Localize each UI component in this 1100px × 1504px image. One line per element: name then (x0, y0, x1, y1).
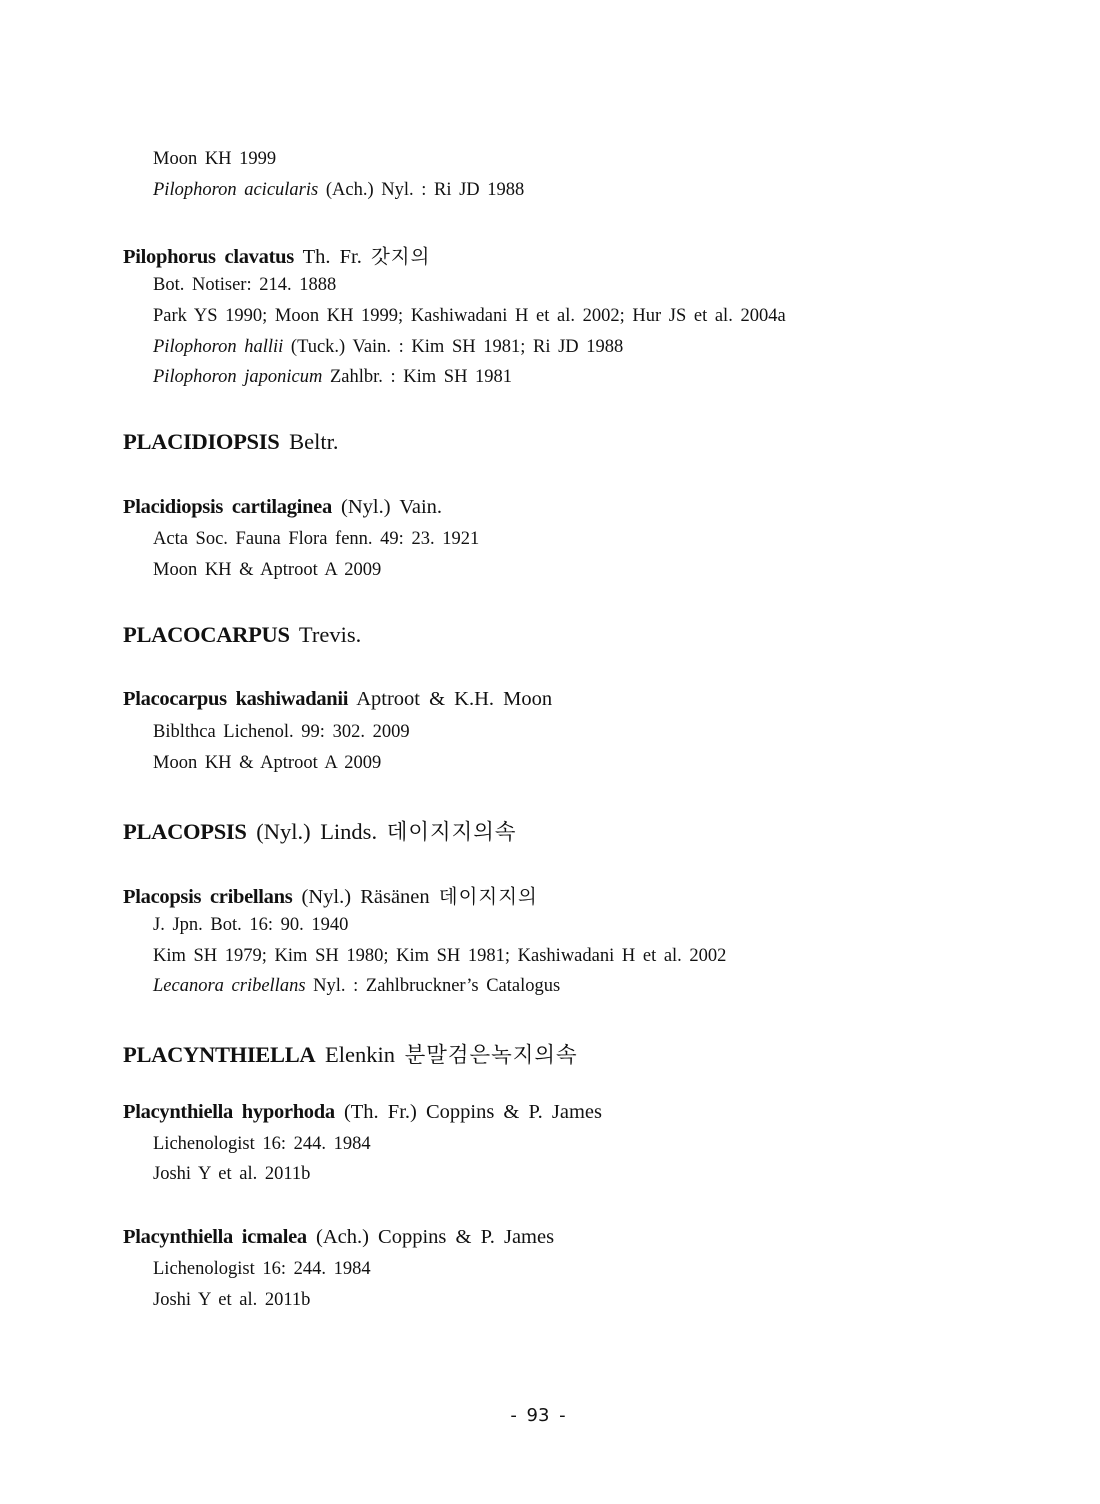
korean-name: 데이지지의속 (386, 820, 517, 845)
species-heading (123, 688, 552, 711)
genus-heading (123, 622, 361, 648)
genus-name: PLACOPSIS (123, 819, 247, 844)
reference-line: Moon KH & Aptroot A 2009 (153, 560, 382, 580)
publication-line: Lichenologist 16: 244. 1984 (153, 1134, 371, 1154)
genus-heading (123, 1038, 578, 1069)
synonym-detail: (Tuck.) Vain. : Kim SH 1981; Ri JD 1988 (283, 337, 624, 357)
synonym-line (153, 976, 560, 997)
species-name: Pilophorus clavatus (123, 246, 294, 268)
synonym-name: Pilophoron acicularis (153, 180, 319, 200)
species-author: (Nyl.) Räsänen (292, 886, 439, 908)
reference-line: Moon KH & Aptroot A 2009 (153, 753, 382, 773)
genus-name: PLACYNTHIELLA (123, 1042, 316, 1067)
genus-heading (123, 429, 338, 455)
synonym-line (153, 367, 512, 388)
species-author: (Th. Fr.) Coppins & P. James (334, 1101, 602, 1123)
publication-line: J. Jpn. Bot. 16: 90. 1940 (153, 915, 349, 935)
species-name: Placynthiella icmalea (123, 1226, 307, 1248)
synonym-detail: Nyl. : Zahlbruckner’s Catalogus (305, 976, 561, 996)
reference-line: Joshi Y et al. 2011b (153, 1164, 311, 1184)
species-author: Aptroot & K.H. Moon (348, 688, 553, 710)
genus-name: PLACOCARPUS (123, 622, 290, 647)
reference-line: Park YS 1990; Moon KH 1999; Kashiwadani H et al. 2002; Hur JS et al. 2004a (153, 306, 786, 326)
species-name: Placynthiella hyporhoda (123, 1101, 335, 1123)
genus-name: PLACIDIOPSIS (123, 429, 280, 454)
species-author: (Nyl.) Vain. (331, 496, 443, 518)
genus-author: Beltr. (279, 429, 339, 454)
synonym-name: Pilophoron hallii (153, 337, 284, 357)
synonym-name: Pilophoron japonicum (153, 367, 323, 387)
species-name: Placocarpus kashiwadanii (123, 688, 349, 710)
reference-line: Moon KH 1999 (153, 149, 277, 169)
genus-heading (123, 815, 517, 846)
species-heading (123, 241, 430, 269)
publication-line: Acta Soc. Fauna Flora fenn. 49: 23. 1921 (153, 529, 480, 549)
synonym-line (153, 180, 524, 201)
publication-line: Lichenologist 16: 244. 1984 (153, 1259, 371, 1279)
genus-author: (Nyl.) Linds. (246, 819, 387, 844)
species-author: (Ach.) Coppins & P. James (306, 1226, 555, 1248)
species-heading (123, 1226, 554, 1249)
species-heading (123, 881, 538, 909)
publication-line: Biblthca Lichenol. 99: 302. 2009 (153, 722, 410, 742)
genus-author: Elenkin (315, 1042, 405, 1067)
reference-line: Joshi Y et al. 2011b (153, 1290, 311, 1310)
genus-author: Trevis. (289, 622, 362, 647)
synonym-detail: Zahlbr. : Kim SH 1981 (322, 367, 513, 387)
species-heading (123, 496, 442, 519)
synonym-line (153, 337, 623, 358)
species-name: Placidiopsis cartilaginea (123, 496, 332, 518)
reference-line: Kim SH 1979; Kim SH 1980; Kim SH 1981; Kashiwadani H et al. 2002 (153, 946, 727, 966)
synonym-name: Lecanora cribellans (153, 976, 306, 996)
korean-name: 데이지지의 (438, 885, 538, 908)
publication-line: Bot. Notiser: 214. 1888 (153, 275, 337, 295)
species-author: Th. Fr. (293, 246, 371, 268)
korean-name: 갓지의 (371, 245, 431, 268)
synonym-detail: (Ach.) Nyl. : Ri JD 1988 (318, 180, 525, 200)
page-number: - 93 - (510, 1405, 566, 1426)
species-heading (123, 1101, 602, 1124)
korean-name: 분말검은녹지의속 (404, 1043, 578, 1068)
species-name: Placopsis cribellans (123, 886, 293, 908)
